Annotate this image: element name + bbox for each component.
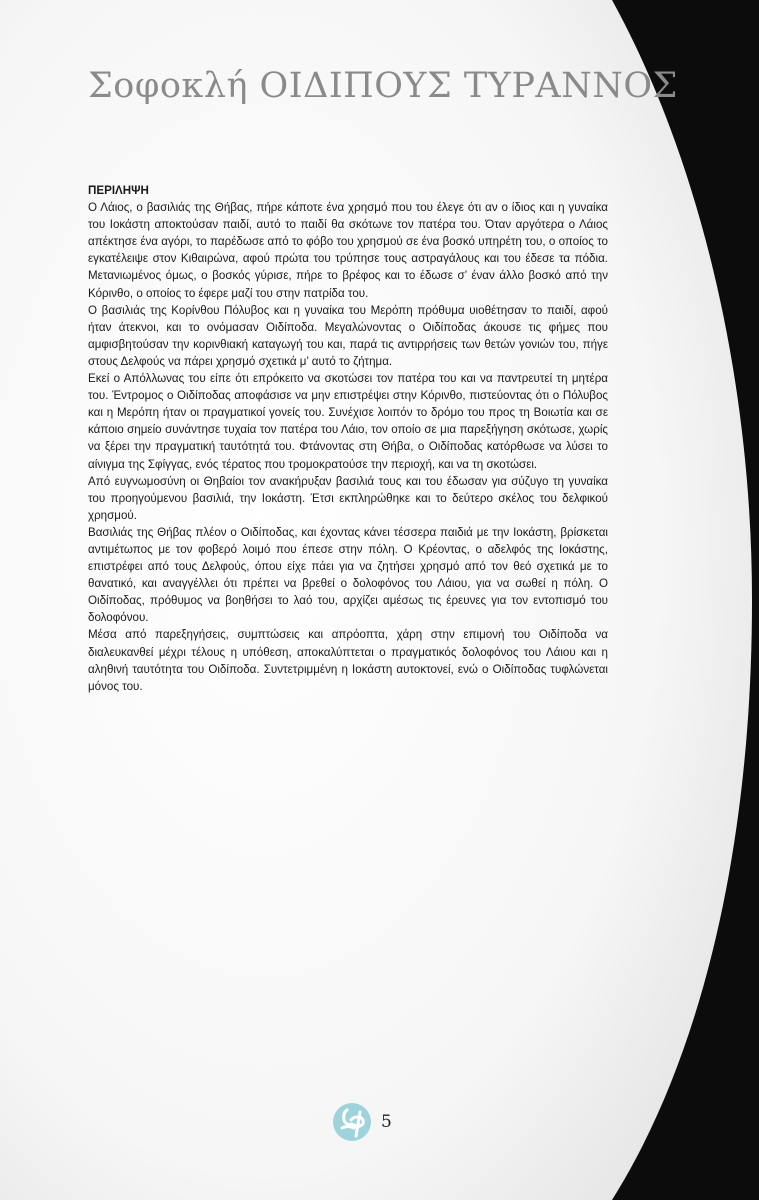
page-number: 5 <box>381 1112 392 1132</box>
summary-section <box>88 182 608 695</box>
summary-paragraph: Από ευγνωμοσύνη οι Θηβαίοι τον ανακήρυξαν βασιλιά τους και του έδωσαν για σύζυγο τη γυναίκα του προηγούμενου βασιλιά, την Ιοκάστη. Έτσι εκπληρώθηκε και το δεύτερο σκέλος του δελφικού χρησμού. <box>88 474 608 522</box>
summary-paragraph: Μέσα από παρεξηγήσεις, συμπτώσεις και απρόοπτα, χάρη στην επιμονή του Οιδίποδα να διαλευκανθεί μέχρι τέλους η υπόθεση, αποκαλύπτεται ο πραγματικός δολοφόνος του Λάιου και η αληθινή ταυτότητα του Οιδίποδα. Συντετριμμένη η Ιοκάστη αυτοκτονεί, ενώ ο Οιδίποδας τυφλώνεται μόνος του. <box>88 628 608 693</box>
summary-paragraph: Εκεί ο Απόλλωνας του είπε ότι επρόκειτο να σκοτώσει τον πατέρα του και να παντρευτεί τη μητέρα του. Έντρομος ο Οιδίποδας αποφάσισε να μην επιστρέψει στην Κόρινθο, πιστεύοντας ότι ο Πόλυβος και η Μερόπη ήταν οι πραγματικοί γονείς του. Συνέχισε λοιπόν το δρόμο του προς τη Βοιωτία και σε κάποιο σημείο συνάντησε τυχαία τον πατέρα του Λάιο, τον οποίο σε μια παρεξήγηση σκότωσε, χωρίς να ξέρει την πραγματική ταυτότητά του. Φτάνοντας στη Θήβα, ο Οιδίποδας κατόρθωσε να λύσει το αίνιγμα της Σφίγγας, ενός τέρατος που τρομοκρατούσε την περιοχή, και να τη σκοτώσει. <box>88 372 608 471</box>
summary-paragraph: Ο Λάιος, ο βασιλιάς της Θήβας, πήρε κάποτε ένα χρησμό που του έλεγε ότι αν ο ίδιος και η γυναίκα του Ιοκάστη αποκτούσαν παιδί, αυτό το παιδί θα σκότωνε τον πατέρα του. Όταν αργότερα ο Λάιος απέκτησε ένα αγόρι, το παρέδωσε από το φόβο του χρησμού σε ένα βοσκό υπηρέτη του, ο οποίος το εγκατέλειψε στον Κιθαιρώνα, αφού πρώτα του τρύπησε τους αστραγάλους και του έδεσε τα πόδια. Μετανιωμένος όμως, ο βοσκός γύρισε, πήρε το βρέφος και το έδωσε σ’ έναν άλλο βοσκό από την Κόρινθο, ο οποίος το έφερε μαζί του στην πατρίδα του. <box>88 201 608 300</box>
summary-paragraph: Βασιλιάς της Θήβας πλέον ο Οιδίποδας, και έχοντας κάνει τέσσερα παιδιά με την Ιοκάστη, βρίσκεται αντιμέτωπος με τον φοβερό λοιμό που έπεσε στην πόλη. Ο Κρέοντας, ο αδελφός της Ιοκάστης, επιστρέφει από τους Δελφούς, όπου είχε πάει για να ζητήσει χρησμό από τον θεό σχετικά με το θανατικό, και αναγγέλλει ότι πρέπει να βρεθεί ο δολοφόνος του Λάιου, για να σωθεί η πόλη. Ο Οιδίποδας, πρόθυμος να βοηθήσει το λαό του, αρχίζει αμέσως τις έρευνες για τον εντοπισμό του δολοφόνου. <box>88 525 608 625</box>
summary-heading: ΠΕΡΙΛΗΨΗ <box>88 184 149 197</box>
summary-paragraph: Ο βασιλιάς της Κορίνθου Πόλυβος και η γυναίκα του Μερόπη πρόθυμα υιοθέτησαν το παιδί, αφού ήταν άτεκνοι, και το ονόμασαν Οιδίποδα. Μεγαλώνοντας ο Οιδίποδας άκουσε τις φήμες που αμφισβητούσαν την κορινθιακή καταγωγή του και, παρά τις αντιρρήσεις των θετών γονιών του, πήγε στους Δελφούς να πάρει χρησμό σχετικά μ’ αυτό το ζήτημα. <box>88 303 608 368</box>
kf-monogram-icon <box>332 1102 372 1142</box>
page-title: Σοφοκλή ΟΙΔΙΠΟΥΣ ΤΥΡΑΝΝΟΣ <box>88 66 678 106</box>
